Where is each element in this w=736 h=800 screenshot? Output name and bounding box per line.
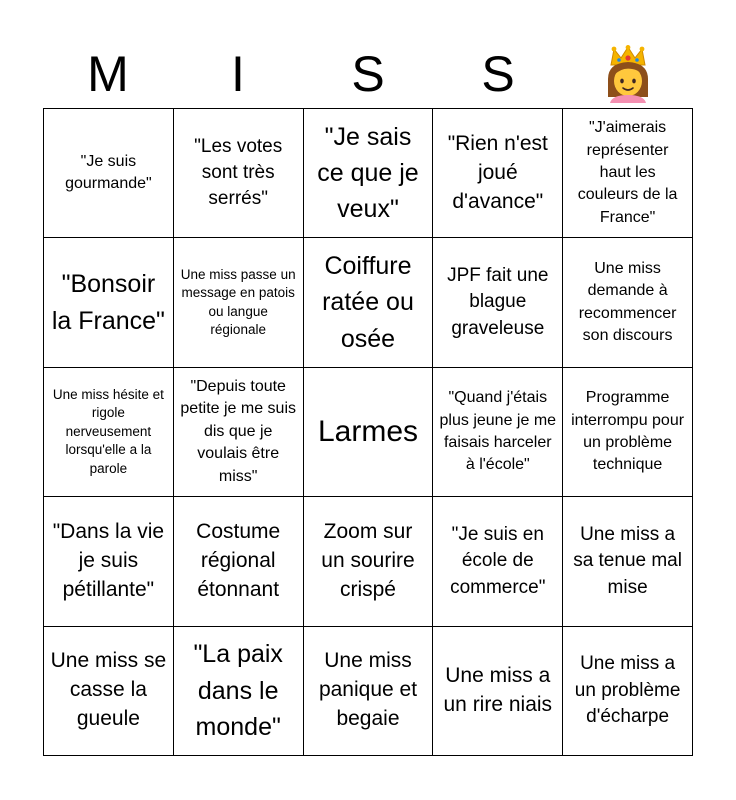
bingo-cell[interactable] (174, 627, 304, 756)
header-letter-s1: S (351, 46, 385, 102)
bingo-cell[interactable] (433, 627, 563, 756)
bingo-cell-text: "J'aimerais représenter haut les couleurs de la France" (577, 119, 678, 226)
bingo-header (43, 40, 693, 108)
bingo-cell-text: Une miss hésite et rigole nerveusement lorsqu'elle a la parole (52, 387, 164, 476)
bingo-cell[interactable] (174, 238, 304, 367)
bingo-cell-text: Une miss se casse la gueule (50, 649, 167, 731)
bingo-cell[interactable] (433, 368, 563, 497)
bingo-cell[interactable] (563, 238, 693, 367)
bingo-cell-text: Costume régional étonnant (196, 519, 281, 601)
bingo-cell-text: "Rien n'est joué d'avance" (447, 131, 548, 213)
bingo-cell[interactable] (174, 109, 304, 238)
bingo-cell[interactable] (433, 238, 563, 367)
bingo-cell[interactable] (174, 368, 304, 497)
bingo-cell[interactable] (304, 627, 434, 756)
bingo-cell[interactable] (304, 497, 434, 626)
bingo-cell-text: Une miss a sa tenue mal mise (573, 524, 682, 598)
bingo-cell-text: Programme interrompu pour un problème technique (571, 389, 685, 474)
bingo-cell-text: JPF fait une blague graveleuse (447, 265, 549, 339)
bingo-cell-text: "Dans la vie je suis pétillante" (52, 519, 165, 601)
bingo-cell-text: Coiffure ratée ou osée (322, 252, 414, 353)
bingo-grid (43, 108, 693, 756)
bingo-cell-text: Larmes (317, 415, 419, 449)
bingo-cell[interactable] (44, 497, 174, 626)
bingo-cell-text: Une miss passe un message en patois ou langue régionale (180, 266, 296, 337)
bingo-cell[interactable] (44, 627, 174, 756)
bingo-cell-text: "Je sais ce que je veux" (317, 122, 419, 224)
bingo-cell-text: Une miss panique et begaie (318, 649, 418, 731)
bingo-cell[interactable] (433, 497, 563, 626)
princess-crown-icon (563, 40, 693, 108)
bingo-cell[interactable] (44, 238, 174, 367)
header-letter-m: M (87, 46, 129, 102)
bingo-cell-text: "Les votes sont très serrés" (194, 135, 283, 210)
bingo-cell[interactable] (563, 109, 693, 238)
bingo-cell-text: Une miss a un rire niais (443, 663, 553, 716)
bingo-cell[interactable] (174, 497, 304, 626)
bingo-cell-text: Une miss demande à recommencer son discours (578, 259, 677, 344)
bingo-cell-text: "Je suis gourmande" (65, 152, 152, 193)
bingo-cell[interactable] (563, 368, 693, 497)
bingo-cell-text: Une miss a un problème d'écharpe (574, 653, 681, 727)
header-letter-i: I (231, 46, 245, 102)
bingo-cell[interactable] (563, 497, 693, 626)
bingo-cell-text: "La paix dans le monde" (193, 640, 283, 741)
bingo-cell[interactable] (304, 109, 434, 238)
header-letter-s2: S (481, 46, 515, 102)
bingo-cell[interactable] (304, 368, 434, 497)
bingo-cell-text: "Je suis en école de commerce" (450, 524, 546, 598)
bingo-cell[interactable] (304, 238, 434, 367)
bingo-cell[interactable] (44, 109, 174, 238)
bingo-cell-text: "Quand j'étais plus jeune je me faisais harceler à l'école" (439, 389, 557, 474)
bingo-cell-text: "Bonsoir la France" (51, 270, 165, 335)
bingo-cell[interactable] (44, 368, 174, 497)
bingo-cell[interactable] (563, 627, 693, 756)
bingo-cell-text: "Depuis toute petite je me suis dis que je voulais être miss" (180, 378, 296, 485)
bingo-cell-text: Zoom sur un sourire crispé (321, 519, 415, 601)
bingo-cell[interactable] (433, 109, 563, 238)
